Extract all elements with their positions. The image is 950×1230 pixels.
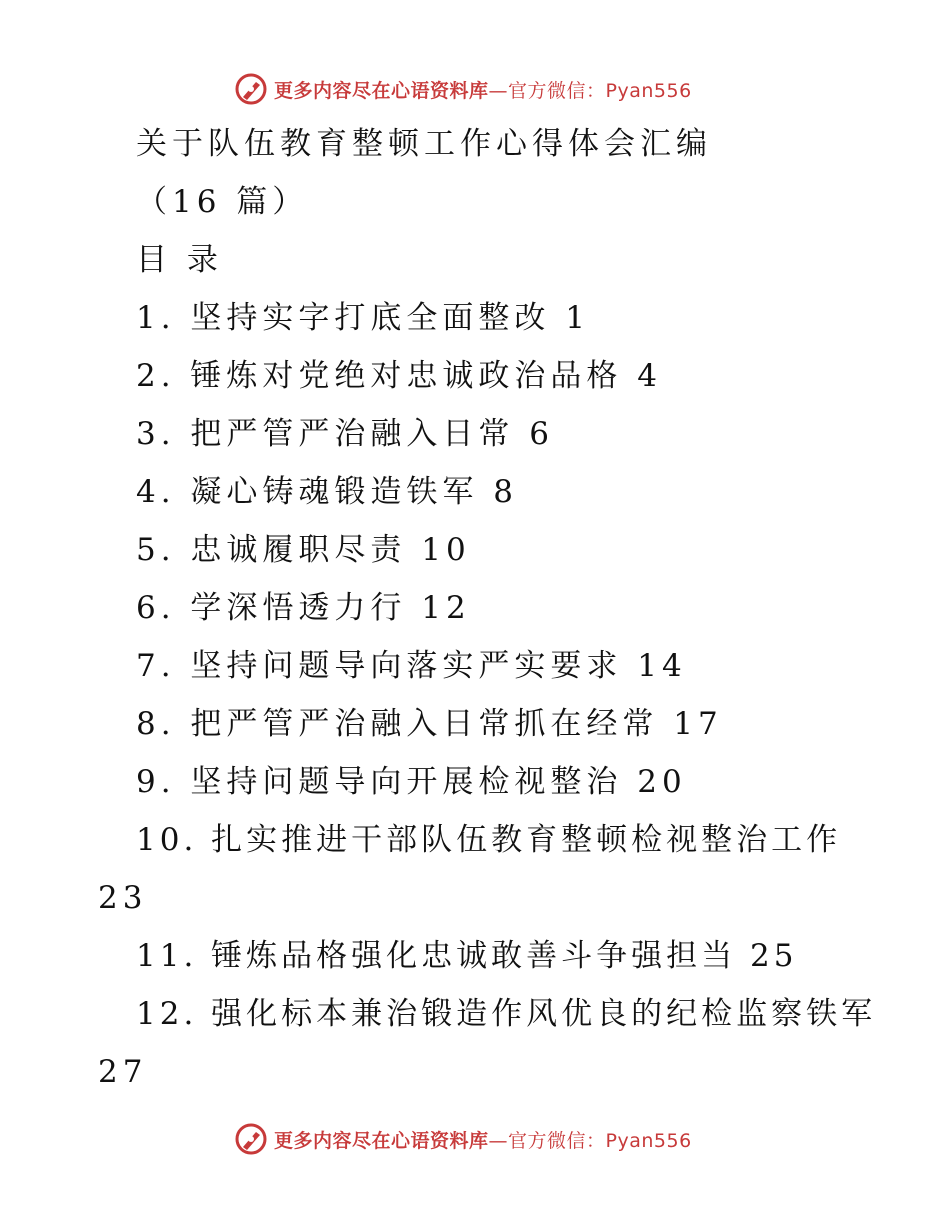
watermark-banner-top (234, 72, 692, 106)
toc-item-page-number: 27 (98, 1054, 148, 1090)
toc-item: 5. 忠诚履职尽责 10 (136, 532, 471, 568)
watermark-text: 更多内容尽在心语资料库—官方微信：Pyan556 (274, 1129, 692, 1152)
toc-item: 9. 坚持问题导向开展检视整治 20 (136, 764, 687, 800)
pen-circle-logo-icon (234, 1122, 268, 1156)
toc-item-page-number: 23 (98, 880, 148, 916)
toc-item: 3. 把严管严治融入日常 6 (136, 416, 555, 452)
toc-item: 6. 学深悟透力行 12 (136, 590, 471, 626)
toc-item: 11. 锤炼品格强化忠诚敢善斗争强担当 25 (136, 938, 798, 974)
toc-item: 2. 锤炼对党绝对忠诚政治品格 4 (136, 358, 663, 394)
document-subtitle: （16 篇） (136, 184, 309, 220)
document-title: 关于队伍教育整顿工作心得体会汇编 (136, 126, 712, 162)
toc-item: 7. 坚持问题导向落实严实要求 14 (136, 648, 687, 684)
toc-item: 12. 强化标本兼治锻造作风优良的纪检监察铁军 (136, 996, 877, 1032)
toc-item: 10. 扎实推进干部队伍教育整顿检视整治工作 (136, 822, 842, 858)
toc-item: 4. 凝心铸魂锻造铁军 8 (136, 474, 519, 510)
watermark-banner-bottom (234, 1122, 692, 1156)
toc-item: 1. 坚持实字打底全面整改 1 (136, 300, 591, 336)
pen-circle-logo-icon (234, 72, 268, 106)
toc-heading: 目 录 (136, 242, 223, 278)
watermark-text: 更多内容尽在心语资料库—官方微信：Pyan556 (274, 79, 692, 102)
toc-item: 8. 把严管严治融入日常抓在经常 17 (136, 706, 723, 742)
